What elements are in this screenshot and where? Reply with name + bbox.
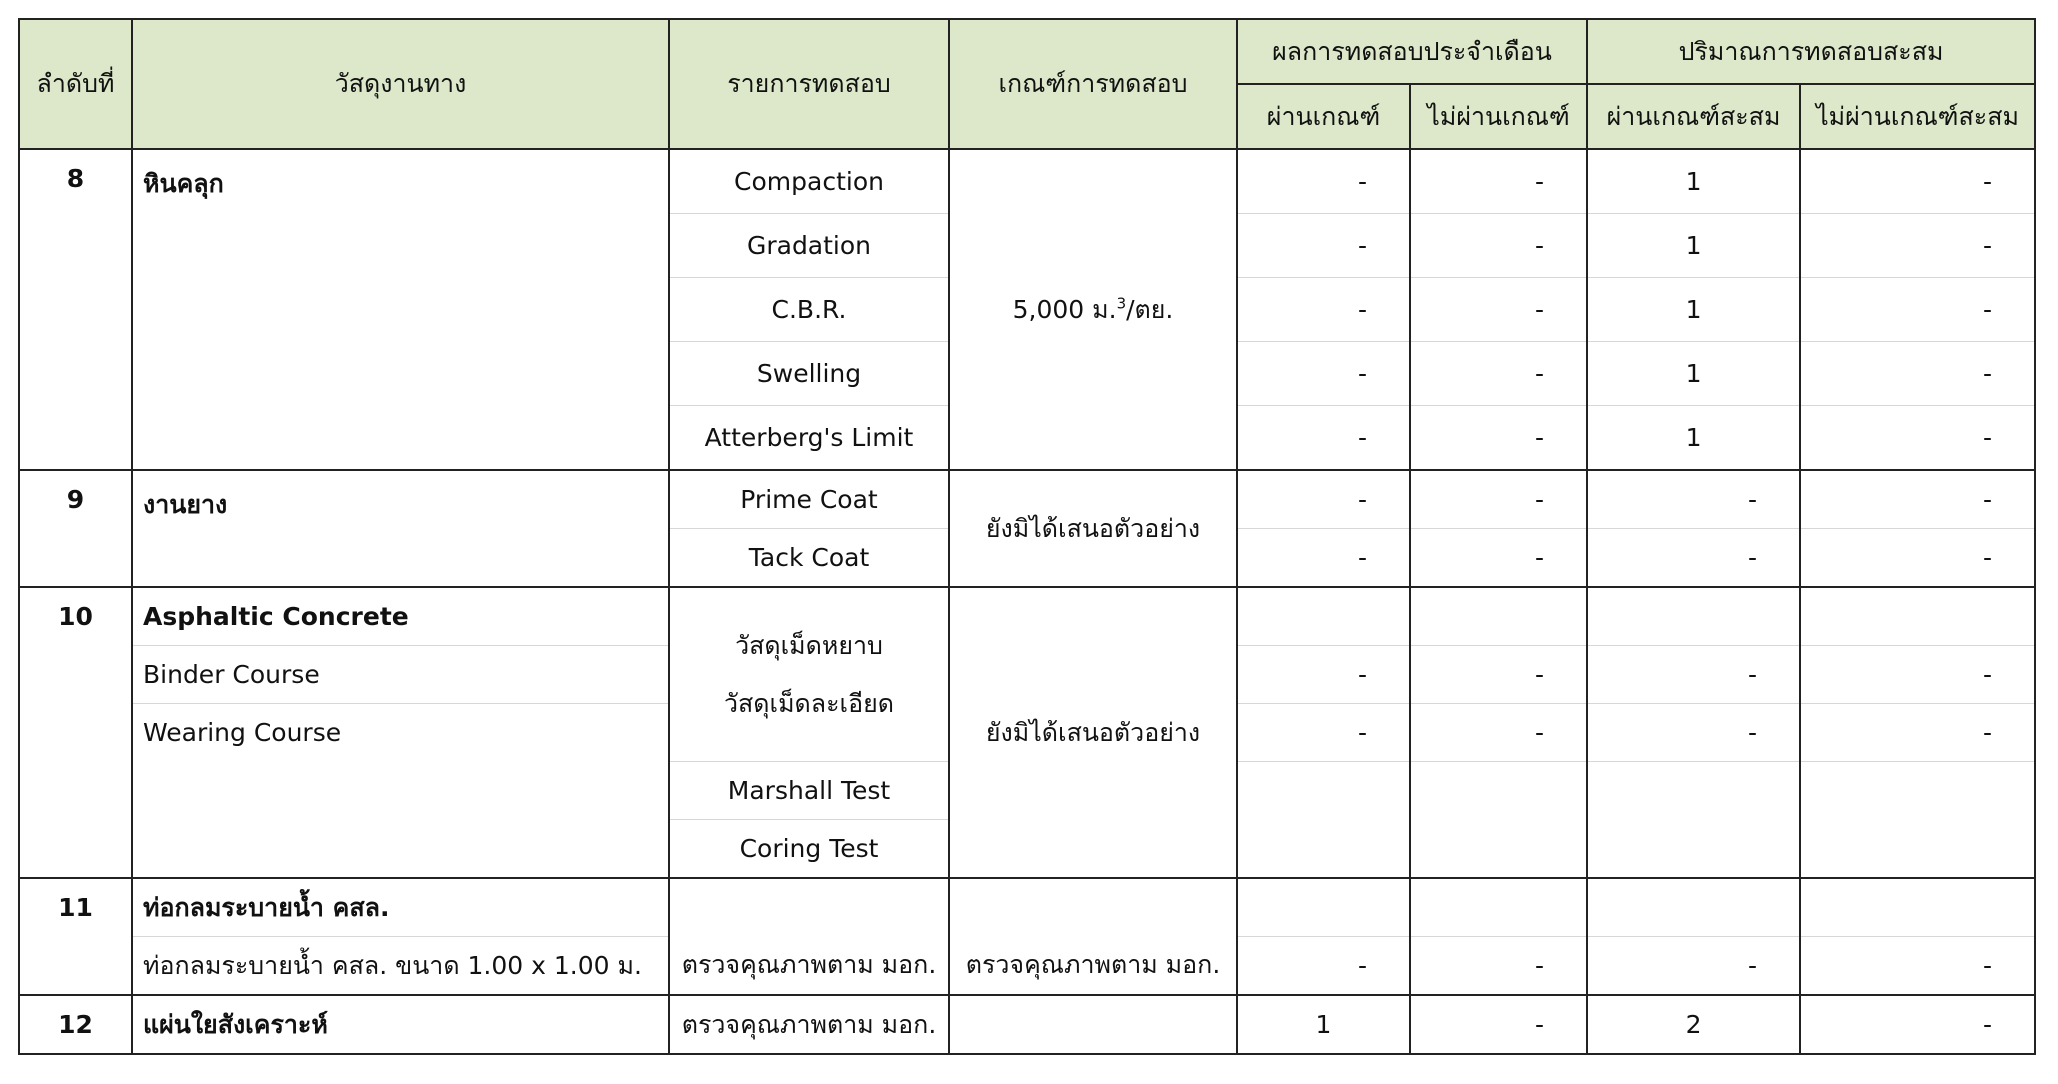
monthly-fail: - bbox=[1410, 529, 1587, 588]
material-name: ท่อกลมระบายน้ำ คสล. bbox=[132, 878, 669, 937]
empty-cell bbox=[1800, 587, 2035, 646]
cum-fail: - bbox=[1800, 149, 2035, 214]
cum-fail: - bbox=[1800, 529, 2035, 588]
monthly-fail: - bbox=[1410, 342, 1587, 406]
cum-pass: - bbox=[1587, 646, 1800, 704]
monthly-pass: - bbox=[1237, 937, 1410, 996]
material-name: Asphaltic Concrete bbox=[132, 587, 669, 646]
empty-cell bbox=[1237, 762, 1410, 820]
header-group-monthly: ผลการทดสอบประจำเดือน bbox=[1237, 19, 1587, 84]
header-no: ลำดับที่ bbox=[19, 19, 132, 149]
monthly-pass: 1 bbox=[1237, 995, 1410, 1054]
row-number: 10 bbox=[19, 587, 132, 878]
monthly-fail: - bbox=[1410, 149, 1587, 214]
row-number: 12 bbox=[19, 995, 132, 1054]
row-number: 9 bbox=[19, 470, 132, 587]
test-item: Swelling bbox=[669, 342, 949, 406]
cum-fail: - bbox=[1800, 937, 2035, 996]
test-item: Gradation bbox=[669, 214, 949, 278]
monthly-fail: - bbox=[1410, 704, 1587, 762]
row-number: 8 bbox=[19, 149, 132, 470]
cum-pass: 1 bbox=[1587, 278, 1800, 342]
monthly-fail: - bbox=[1410, 278, 1587, 342]
header-group-cumulative: ปริมาณการทดสอบสะสม bbox=[1587, 19, 2035, 84]
empty-cell bbox=[132, 762, 669, 820]
monthly-fail: - bbox=[1410, 214, 1587, 278]
cum-fail: - bbox=[1800, 704, 2035, 762]
empty-cell bbox=[1587, 587, 1800, 646]
header-criteria: เกณฑ์การทดสอบ bbox=[949, 19, 1237, 149]
cum-pass: - bbox=[1587, 470, 1800, 529]
test-item: C.B.R. bbox=[669, 278, 949, 342]
cum-fail: - bbox=[1800, 995, 2035, 1054]
empty-cell bbox=[1800, 820, 2035, 879]
sub-material: Binder Course bbox=[132, 646, 669, 704]
header-material: วัสดุงานทาง bbox=[132, 19, 669, 149]
criteria-main: 5,000 ม. bbox=[1012, 294, 1117, 324]
criteria bbox=[949, 149, 1237, 470]
row-number: 11 bbox=[19, 878, 132, 995]
monthly-pass: - bbox=[1237, 214, 1410, 278]
empty-cell bbox=[1410, 587, 1587, 646]
test-item: ตรวจคุณภาพตาม มอก. bbox=[669, 937, 949, 996]
cum-pass: 1 bbox=[1587, 149, 1800, 214]
criteria-tail: /ตย. bbox=[1126, 294, 1174, 324]
cum-fail: - bbox=[1800, 342, 2035, 406]
test-item: Marshall Test bbox=[669, 762, 949, 820]
empty-cell bbox=[1410, 878, 1587, 937]
empty-cell bbox=[669, 878, 949, 937]
cum-fail: - bbox=[1800, 470, 2035, 529]
monthly-fail: - bbox=[1410, 937, 1587, 996]
empty-cell bbox=[1410, 762, 1587, 820]
monthly-pass: - bbox=[1237, 529, 1410, 588]
table-row bbox=[19, 149, 2035, 214]
criteria: ตรวจคุณภาพตาม มอก. bbox=[949, 937, 1237, 996]
criteria: ยังมิได้เสนอตัวอย่าง bbox=[949, 470, 1237, 587]
criteria-sup: 3 bbox=[1116, 294, 1127, 313]
material-name: หินคลุก bbox=[132, 149, 669, 470]
header-monthly-fail: ไม่ผ่านเกณฑ์ bbox=[1410, 84, 1587, 149]
empty-cell bbox=[1237, 587, 1410, 646]
table-row bbox=[19, 470, 2035, 529]
table-row bbox=[19, 995, 2035, 1054]
empty-cell bbox=[1800, 878, 2035, 937]
monthly-pass: - bbox=[1237, 406, 1410, 471]
test-fine: วัสดุเม็ดละเอียด bbox=[724, 688, 894, 718]
test-item: Tack Coat bbox=[669, 529, 949, 588]
table-row bbox=[19, 937, 2035, 996]
test-item: ตรวจคุณภาพตาม มอก. bbox=[669, 995, 949, 1054]
test-item-aggregate bbox=[669, 587, 949, 762]
cum-pass: - bbox=[1587, 704, 1800, 762]
monthly-pass: - bbox=[1237, 149, 1410, 214]
sub-material: ท่อกลมระบายน้ำ คสล. ขนาด 1.00 x 1.00 ม. bbox=[132, 937, 669, 996]
table-row bbox=[19, 587, 2035, 646]
test-item: Atterberg's Limit bbox=[669, 406, 949, 471]
table-header bbox=[19, 19, 2035, 149]
cum-pass: 1 bbox=[1587, 342, 1800, 406]
cum-pass: - bbox=[1587, 937, 1800, 996]
empty-cell bbox=[1587, 878, 1800, 937]
empty-cell bbox=[1237, 878, 1410, 937]
cum-fail: - bbox=[1800, 646, 2035, 704]
criteria bbox=[949, 995, 1237, 1054]
monthly-pass: - bbox=[1237, 704, 1410, 762]
cum-fail: - bbox=[1800, 214, 2035, 278]
sub-material: Wearing Course bbox=[132, 704, 669, 762]
criteria: ยังมิได้เสนอตัวอย่าง bbox=[949, 587, 1237, 878]
material-name: งานยาง bbox=[132, 470, 669, 587]
monthly-fail: - bbox=[1410, 406, 1587, 471]
test-coarse: วัสดุเม็ดหยาบ bbox=[735, 630, 883, 660]
empty-cell bbox=[1587, 762, 1800, 820]
monthly-pass: - bbox=[1237, 342, 1410, 406]
header-monthly-pass: ผ่านเกณฑ์ bbox=[1237, 84, 1410, 149]
cum-pass: - bbox=[1587, 529, 1800, 588]
header-cum-pass: ผ่านเกณฑ์สะสม bbox=[1587, 84, 1800, 149]
empty-cell bbox=[132, 820, 669, 879]
monthly-fail: - bbox=[1410, 470, 1587, 529]
empty-cell bbox=[1587, 820, 1800, 879]
material-name: แผ่นใยสังเคราะห์ bbox=[132, 995, 669, 1054]
empty-cell bbox=[1800, 762, 2035, 820]
test-item: Prime Coat bbox=[669, 470, 949, 529]
cum-pass: 1 bbox=[1587, 406, 1800, 471]
empty-cell bbox=[1410, 820, 1587, 879]
cum-fail: - bbox=[1800, 406, 2035, 471]
monthly-pass: - bbox=[1237, 470, 1410, 529]
test-results-table bbox=[18, 18, 2036, 1055]
test-item: Coring Test bbox=[669, 820, 949, 879]
monthly-pass: - bbox=[1237, 278, 1410, 342]
cum-pass: 2 bbox=[1587, 995, 1800, 1054]
header-cum-fail: ไม่ผ่านเกณฑ์สะสม bbox=[1800, 84, 2035, 149]
monthly-fail: - bbox=[1410, 646, 1587, 704]
monthly-fail: - bbox=[1410, 995, 1587, 1054]
header-test-item: รายการทดสอบ bbox=[669, 19, 949, 149]
test-item: Compaction bbox=[669, 149, 949, 214]
monthly-pass: - bbox=[1237, 646, 1410, 704]
cum-fail: - bbox=[1800, 278, 2035, 342]
cum-pass: 1 bbox=[1587, 214, 1800, 278]
empty-cell bbox=[1237, 820, 1410, 879]
empty-cell bbox=[949, 878, 1237, 937]
table-row bbox=[19, 878, 2035, 937]
